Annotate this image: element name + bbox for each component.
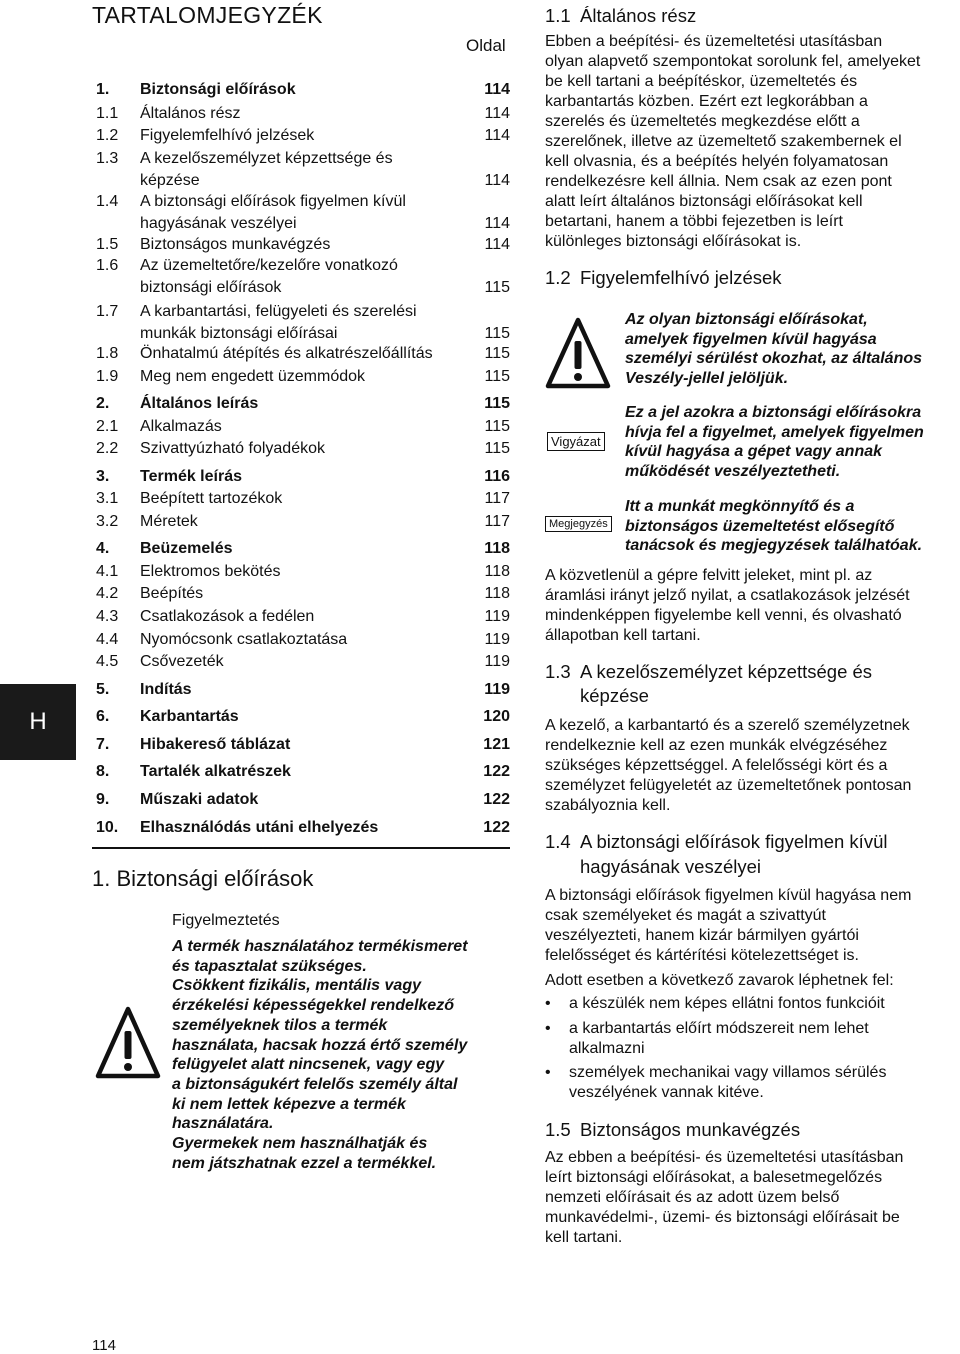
toc-title-text	[140, 366, 470, 388]
text-line: munkavédelmi-, üzemi- és biztonsági előírásait be	[545, 1209, 900, 1226]
language-tab	[0, 684, 76, 760]
heading-text: A kezelőszemélyzet képzettsége és	[580, 661, 873, 682]
text-line: szabályoznia kell.	[545, 797, 671, 814]
text-line: a karbantartás előírt módszereit nem lehet	[569, 1020, 869, 1037]
text-line: mindenképpen figyelembe kell venni, és olvasható	[545, 607, 902, 624]
toc-text-line: Meg nem engedett üzemmódok	[140, 368, 366, 385]
toc-text-line: Szivattyúzható folyadékok	[140, 440, 325, 457]
text-line: Az ebben a beépítési- és üzemeltetési utasításban	[545, 1149, 904, 1166]
text-line: Az olyan biztonsági előírásokat,	[625, 311, 868, 328]
toc-title-text	[140, 488, 470, 510]
heading-number: 1.2	[545, 267, 571, 288]
toc-number: 1.8	[96, 345, 119, 362]
text-line: be kell tartani a beépítéskor, üzemeltetés és	[545, 73, 858, 90]
text-line: veszélyezteti, hanem kizár bármilyen gyártói	[545, 927, 859, 944]
text-line: kell tartani.	[545, 1229, 623, 1246]
page-number: 114	[92, 1337, 116, 1354]
text-line: Gyermekek nem használhatják és	[172, 1135, 428, 1153]
text-line: ki nem lettek képezve a termék	[172, 1095, 406, 1113]
toc-text-line: Figyelemfelhívó jelzések	[140, 127, 315, 144]
heading-text: A biztonsági előírások figyelmen kívül	[580, 831, 888, 852]
toc-text-line: A kezelőszemélyzet képzettsége és	[140, 150, 393, 167]
toc-page: 115	[484, 325, 510, 342]
toc-title-text	[140, 606, 470, 628]
toc-title-text	[140, 466, 470, 488]
text-line: érzékelési képességekkel rendelkező	[172, 997, 454, 1015]
text-line: nem játszhatnak ezzel a termékkel.	[172, 1154, 437, 1172]
bullet-dot-icon: •	[545, 1064, 551, 1081]
bullet-text	[569, 994, 949, 1014]
toc-number: 5.	[96, 681, 110, 698]
toc-text-line: Biztonságos munkavégzés	[140, 236, 331, 253]
language-tab-label: H	[29, 708, 47, 735]
heading-number: 1.5	[545, 1119, 571, 1140]
note-symbol-description	[625, 497, 960, 556]
toc-text-line: munkák biztonsági előírásai	[140, 325, 338, 342]
toc-title-text	[140, 583, 470, 605]
heading-1-3-line2: képzése	[580, 685, 649, 706]
toc-number: 9.	[96, 791, 110, 808]
text-line: felelősséget és kártérítési kötelezettséget is.	[545, 947, 859, 964]
toc-title-text	[140, 651, 470, 673]
text-line: A biztonsági előírások figyelmen kívül hagyása nem	[545, 887, 912, 904]
toc-text-line: Nyomócsonk csatlakoztatása	[140, 631, 348, 648]
warning-triangle-icon	[95, 1005, 161, 1080]
heading-number: 1.3	[545, 661, 571, 682]
toc-page: 114	[484, 81, 510, 98]
toc-page: 118	[484, 585, 510, 602]
toc-number: 4.3	[96, 608, 119, 625]
toc-page: 114	[484, 236, 510, 253]
toc-page: 114	[484, 172, 510, 189]
warning-text	[172, 937, 512, 1173]
toc-text-line: A biztonsági előírások figyelmen kívül	[140, 193, 406, 210]
toc-page: 114	[484, 127, 510, 144]
toc-number: 3.1	[96, 490, 119, 507]
text-line: személyek mechanikai vagy villamos sérülés	[569, 1064, 887, 1081]
text-line: nemzeti előírásait és az adott üzem belső	[545, 1189, 840, 1206]
paragraph-1-4-intro: Adott esetben a következő zavarok léphetnek fel:	[545, 972, 894, 989]
paragraph-1-2	[545, 566, 955, 646]
toc-number: 2.1	[96, 418, 119, 435]
toc-page: 115	[484, 440, 510, 457]
toc-number: 8.	[96, 763, 110, 780]
toc-title-text	[140, 629, 470, 651]
toc-text-line: Termék leírás	[140, 468, 242, 485]
text-line: személyeknek tilos a termék	[172, 1016, 388, 1034]
toc-page: 115	[484, 368, 510, 385]
text-line: alatt leírt általános biztonsági előírásokat kell	[545, 193, 863, 210]
caution-symbol-description	[625, 403, 960, 481]
text-line: Veszély-jellel jelöljük.	[625, 369, 789, 387]
bullet-text	[569, 1063, 949, 1103]
toc-title-text	[140, 817, 470, 839]
toc-number: 10.	[96, 819, 119, 836]
toc-text-line: Önhatalmú átépítés és alkatrészelőállítás	[140, 345, 433, 362]
heading-text: Figyelemfelhívó jelzések	[580, 267, 782, 288]
toc-text-line: Elhasználódás utáni elhelyezés	[140, 819, 379, 836]
text-line: leírt biztonsági előírásokat, a balesetmegelőzés	[545, 1169, 883, 1186]
toc-page: 119	[484, 631, 510, 648]
toc-page: 115	[484, 279, 510, 296]
toc-number: 1.	[96, 81, 110, 98]
heading-number: 1.1	[545, 5, 571, 26]
toc-text-line: Karbantartás	[140, 708, 239, 725]
text-line: karbantartás közben. Ezért ezt legkorábban a	[545, 93, 868, 110]
text-line: a készülék nem képes ellátni fontos funkcióit	[569, 995, 885, 1012]
text-line: hívja fel a figyelmet, amelyek figyelmen	[625, 423, 924, 441]
toc-text-line: Tartalék alkatrészek	[140, 763, 291, 780]
toc-number: 2.	[96, 395, 110, 412]
toc-number: 1.5	[96, 236, 119, 253]
toc-text-line: Csatlakozások a fedélen	[140, 608, 315, 625]
heading-text: Általános rész	[580, 5, 697, 26]
text-line: a biztonságukért felelős személy által	[172, 1075, 458, 1093]
toc-number: 4.1	[96, 563, 119, 580]
text-line: használatára.	[172, 1115, 274, 1133]
text-line: és tapasztalat szükséges.	[172, 957, 367, 975]
toc-title-text	[140, 255, 470, 299]
toc-number: 3.2	[96, 513, 119, 530]
toc-title-text	[140, 789, 470, 811]
toc-page: 119	[484, 681, 510, 698]
toc-title-text	[140, 79, 470, 101]
text-line: rendelkezésre kell állnia. Nem csak az ezen pont	[545, 173, 892, 190]
text-line: betartani, hanem a többi fejezetben is leírt	[545, 213, 843, 230]
toc-title-text	[140, 438, 470, 460]
text-line: amelyek figyelmen kívül hagyása	[625, 330, 877, 348]
text-line: áramlási irányt jelző nyilat, a csatlakozások jelzését	[545, 587, 910, 604]
bullet-text	[569, 1019, 949, 1059]
toc-page-column-header: Oldal	[466, 36, 506, 55]
toc-number: 7.	[96, 736, 110, 753]
text-line: felügyelet alatt nincsenek, vagy egy	[172, 1056, 445, 1074]
text-line: kell olvasnia, és a beépítés helyén folyamatosan	[545, 153, 889, 170]
heading-1-5	[545, 1118, 960, 1142]
toc-page: 117	[484, 513, 510, 530]
text-line: A kezelő, a karbantartó és a szerelő személyzetnek	[545, 717, 910, 734]
caution-label-box: Vigyázat	[547, 432, 605, 451]
toc-number: 1.4	[96, 193, 119, 210]
toc-title: TARTALOMJEGYZÉK	[92, 2, 323, 28]
toc-title-text	[140, 191, 470, 235]
text-line: Csökkent fizikális, mentális vagy	[172, 977, 421, 995]
toc-page: 119	[484, 608, 510, 625]
toc-title-text	[140, 416, 470, 438]
toc-text-line: Hibakereső táblázat	[140, 736, 291, 753]
warning-label: Figyelmeztetés	[172, 912, 280, 929]
toc-number: 4.2	[96, 585, 119, 602]
toc-number: 4.4	[96, 631, 119, 648]
toc-page: 114	[484, 105, 510, 122]
text-line: rendelkeznie kell az ezen munkák elvégzéséhez	[545, 737, 888, 754]
toc-page: 122	[483, 791, 510, 808]
paragraph-1-3	[545, 716, 955, 816]
text-line: alkalmazni	[569, 1040, 645, 1057]
toc-title-text	[140, 148, 470, 192]
text-line: működését veszélyeztetheti.	[625, 462, 841, 480]
toc-title-text	[140, 706, 470, 728]
toc-title-text	[140, 538, 470, 560]
text-line: állapotban kell tartani.	[545, 627, 701, 644]
paragraph-1-1	[545, 32, 955, 252]
text-line: Ebben a beépítési- és üzemeltetési utasításban	[545, 33, 883, 50]
toc-number: 3.	[96, 468, 110, 485]
text-line: szerelőnek, illetve az üzemeltető szakembernek el	[545, 133, 902, 150]
toc-title-text	[140, 761, 470, 783]
bullet-dot-icon: •	[545, 995, 551, 1012]
heading-1-3	[545, 660, 960, 684]
toc-page: 118	[484, 540, 510, 557]
toc-number: 1.3	[96, 150, 119, 167]
toc-page: 115	[484, 418, 510, 435]
toc-text-line: képzése	[140, 172, 200, 189]
danger-triangle-icon	[545, 316, 611, 390]
text-line: személyzet felügyeletét az üzemeltetőnek pontosan	[545, 777, 912, 794]
text-line: használata, hacsak hozzá értő személy	[172, 1036, 468, 1054]
toc-number: 1.7	[96, 303, 119, 320]
toc-text-line: biztonsági előírások	[140, 279, 282, 296]
toc-page: 117	[484, 490, 510, 507]
toc-page: 120	[483, 708, 510, 725]
toc-page: 114	[484, 215, 510, 232]
text-line: szükséges képzettséggel. A felelősségi kört és a	[545, 757, 888, 774]
toc-page: 122	[483, 819, 510, 836]
toc-number: 4.5	[96, 653, 119, 670]
toc-text-line: Indítás	[140, 681, 192, 698]
bullet-dot-icon: •	[545, 1020, 551, 1037]
toc-number: 1.1	[96, 105, 119, 122]
toc-title-text	[140, 234, 470, 256]
heading-number: 1.4	[545, 831, 571, 852]
toc-number: 1.2	[96, 127, 119, 144]
heading-1-2	[545, 266, 960, 290]
text-line: tanácsok és megjegyzések találhatóak.	[625, 537, 923, 554]
text-line: szerelés és üzemeltetés megkezdése előtt a	[545, 113, 860, 130]
toc-page: 119	[484, 653, 510, 670]
toc-page: 115	[484, 345, 510, 362]
text-line: csak személyeket és magát a szivattyút	[545, 907, 826, 924]
text-line: személyi sérülést okozhat, az általános	[625, 350, 923, 367]
toc-title-text	[140, 393, 470, 415]
toc-title-text	[140, 679, 470, 701]
toc-title-text	[140, 301, 470, 345]
text-line: különleges biztonsági előírásokat is.	[545, 233, 802, 250]
toc-page: 118	[484, 563, 510, 580]
toc-text-line: Biztonsági előírások	[140, 81, 296, 98]
toc-title-text	[140, 343, 470, 365]
toc-text-line: Beépített tartozékok	[140, 490, 283, 507]
toc-text-line: Elektromos bekötés	[140, 563, 281, 580]
toc-page: 116	[484, 468, 510, 485]
text-line: veszélyének vannak kitéve.	[569, 1084, 764, 1101]
danger-symbol-description	[625, 310, 960, 388]
toc-text-line: Alkalmazás	[140, 418, 222, 435]
toc-number: 2.2	[96, 440, 119, 457]
toc-number: 1.6	[96, 257, 119, 274]
toc-text-line: Beépítés	[140, 585, 204, 602]
toc-title-text	[140, 103, 470, 125]
toc-text-line: Csővezeték	[140, 653, 224, 670]
toc-text-line: Általános leírás	[140, 395, 259, 412]
heading-1-1	[545, 4, 960, 28]
toc-number: 1.9	[96, 368, 119, 385]
toc-title-text	[140, 511, 470, 533]
heading-1-4	[545, 830, 960, 854]
note-label-box: Megjegyzés	[545, 516, 612, 532]
toc-divider	[92, 847, 510, 849]
toc-number: 4.	[96, 540, 110, 557]
toc-text-line: Beüzemelés	[140, 540, 233, 557]
paragraph-1-5	[545, 1148, 955, 1248]
toc-text-line: hagyásának veszélyei	[140, 215, 297, 232]
text-line: biztonságos üzemeltetést elősegítő	[625, 517, 895, 535]
paragraph-1-4	[545, 886, 955, 966]
text-line: kívül hagyása a gépet vagy annak	[625, 443, 883, 460]
toc-text-line: Műszaki adatok	[140, 791, 259, 808]
toc-text-line: Az üzemeltetőre/kezelőre vonatkozó	[140, 257, 398, 274]
toc-title-text	[140, 125, 470, 147]
heading-1-4-line2: hagyásának veszélyei	[580, 856, 761, 877]
toc-title-text	[140, 561, 470, 583]
toc-text-line: A karbantartási, felügyeleti és szerelési	[140, 303, 417, 320]
text-line: Ez a jel azokra a biztonsági előírásokra	[625, 404, 922, 421]
toc-page: 122	[483, 763, 510, 780]
heading-text: Biztonságos munkavégzés	[580, 1119, 801, 1140]
section-title: 1. Biztonsági előírások	[92, 866, 314, 891]
toc-text-line: Méretek	[140, 513, 198, 530]
toc-text-line: Általános rész	[140, 105, 241, 122]
text-line: A közvetlenül a gépre felvitt jeleket, mint pl. az	[545, 567, 873, 584]
toc-page: 115	[484, 395, 510, 412]
toc-title-text	[140, 734, 470, 756]
text-line: olyan alapvető szempontokat sorolunk fel, amelyeket	[545, 53, 921, 70]
toc-page: 121	[483, 736, 510, 753]
toc-number: 6.	[96, 708, 110, 725]
text-line: A termék használatához termékismeret	[172, 938, 468, 955]
text-line: Itt a munkát megkönnyítő és a	[625, 498, 855, 515]
